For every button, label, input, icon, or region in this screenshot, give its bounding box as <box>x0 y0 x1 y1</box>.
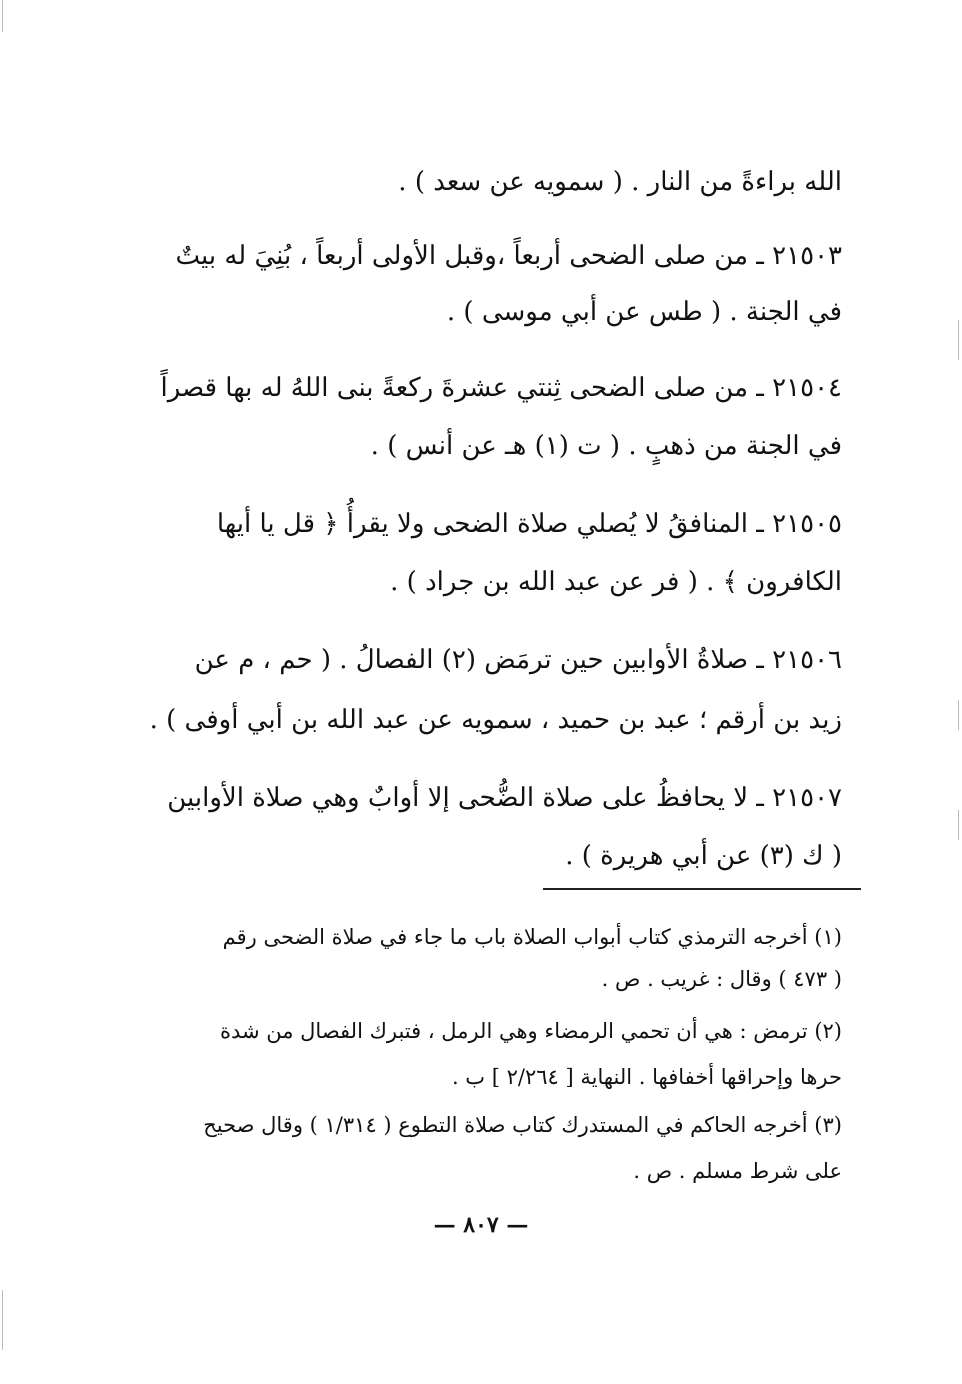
hadith-21503-line-1: ٢١٥٠٣ ـ من صلى الضحى أربعاً ،وقبل الأولى أربعاً ، بُنِيَ له بيتٌ <box>175 241 842 271</box>
hadith-21506-line-2: زيد بن أرقم ؛ عبد بن حميد ، سمويه عن عبد الله بن أبي أوفى ) . <box>149 705 842 735</box>
hadith-21507-line-2: ( ك (٣) عن أبي هريرة ) . <box>565 841 842 871</box>
scan-edge-mark <box>2 1290 3 1350</box>
scan-edge-mark <box>958 810 959 840</box>
footnote-divider <box>543 888 861 890</box>
hadith-21503-line-2: في الجنة . ( طس عن أبي موسى ) . <box>446 297 842 327</box>
footnote-2-line-2: حرها وإحراقها أخفافها . النهاية [ ٢/٢٦٤ ] ب . <box>451 1065 842 1089</box>
hadith-21504-line-2: في الجنة من ذهبٍ . ( ت (١) هـ عن أنس ) . <box>370 431 842 461</box>
hadith-21506-line-1: ٢١٥٠٦ ـ صلاةُ الأوابين حين ترمَض (٢) الفصالُ . ( حم ، م عن <box>194 645 842 675</box>
scan-edge-mark <box>2 0 3 32</box>
footnote-1-line-2: ( ٤٧٣ ) وقال : غريب . ص . <box>601 967 842 991</box>
page-number: — ٨٠٧ — <box>433 1212 529 1238</box>
hadith-21505-line-2: الكافرون ﴾ . ( فر عن عبد الله بن جراد ) . <box>390 567 842 597</box>
footnote-1-line-1: (١) أخرجه الترمذي كتاب أبواب الصلاة باب ما جاء في صلاة الضحى رقم <box>222 925 842 949</box>
footnote-3-line-1: (٣) أخرجه الحاكم في المستدرك كتاب صلاة التطوع ( ١/٣١٤ ) وقال صحيح <box>203 1113 842 1137</box>
hadith-21505-line-1: ٢١٥٠٥ ـ المنافقُ لا يُصلي صلاة الضحى ولا يقرأُ ﴿ قل يا أيها <box>216 509 842 539</box>
footnote-3-line-2: على شرط مسلم . ص . <box>633 1159 842 1183</box>
scan-edge-mark <box>958 320 959 360</box>
text-line-1: الله براءةً من النار . ( سمويه عن سعد ) . <box>398 167 842 197</box>
footnote-2-line-1: (٢) ترمض : هي أن تحمي الرمضاء وهي الرمل ، فتبرك الفصال من شدة <box>219 1019 842 1043</box>
scan-edge-mark <box>958 700 959 730</box>
hadith-21504-line-1: ٢١٥٠٤ ـ من صلى الضحى ثِنتي عشرةَ ركعةً بنى اللهُ له بها قصراً <box>160 373 842 403</box>
hadith-21507-line-1: ٢١٥٠٧ ـ لا يحافظُ على صلاة الضُّحى إلا أوابٌ وهي صلاة الأوابين <box>167 783 842 813</box>
